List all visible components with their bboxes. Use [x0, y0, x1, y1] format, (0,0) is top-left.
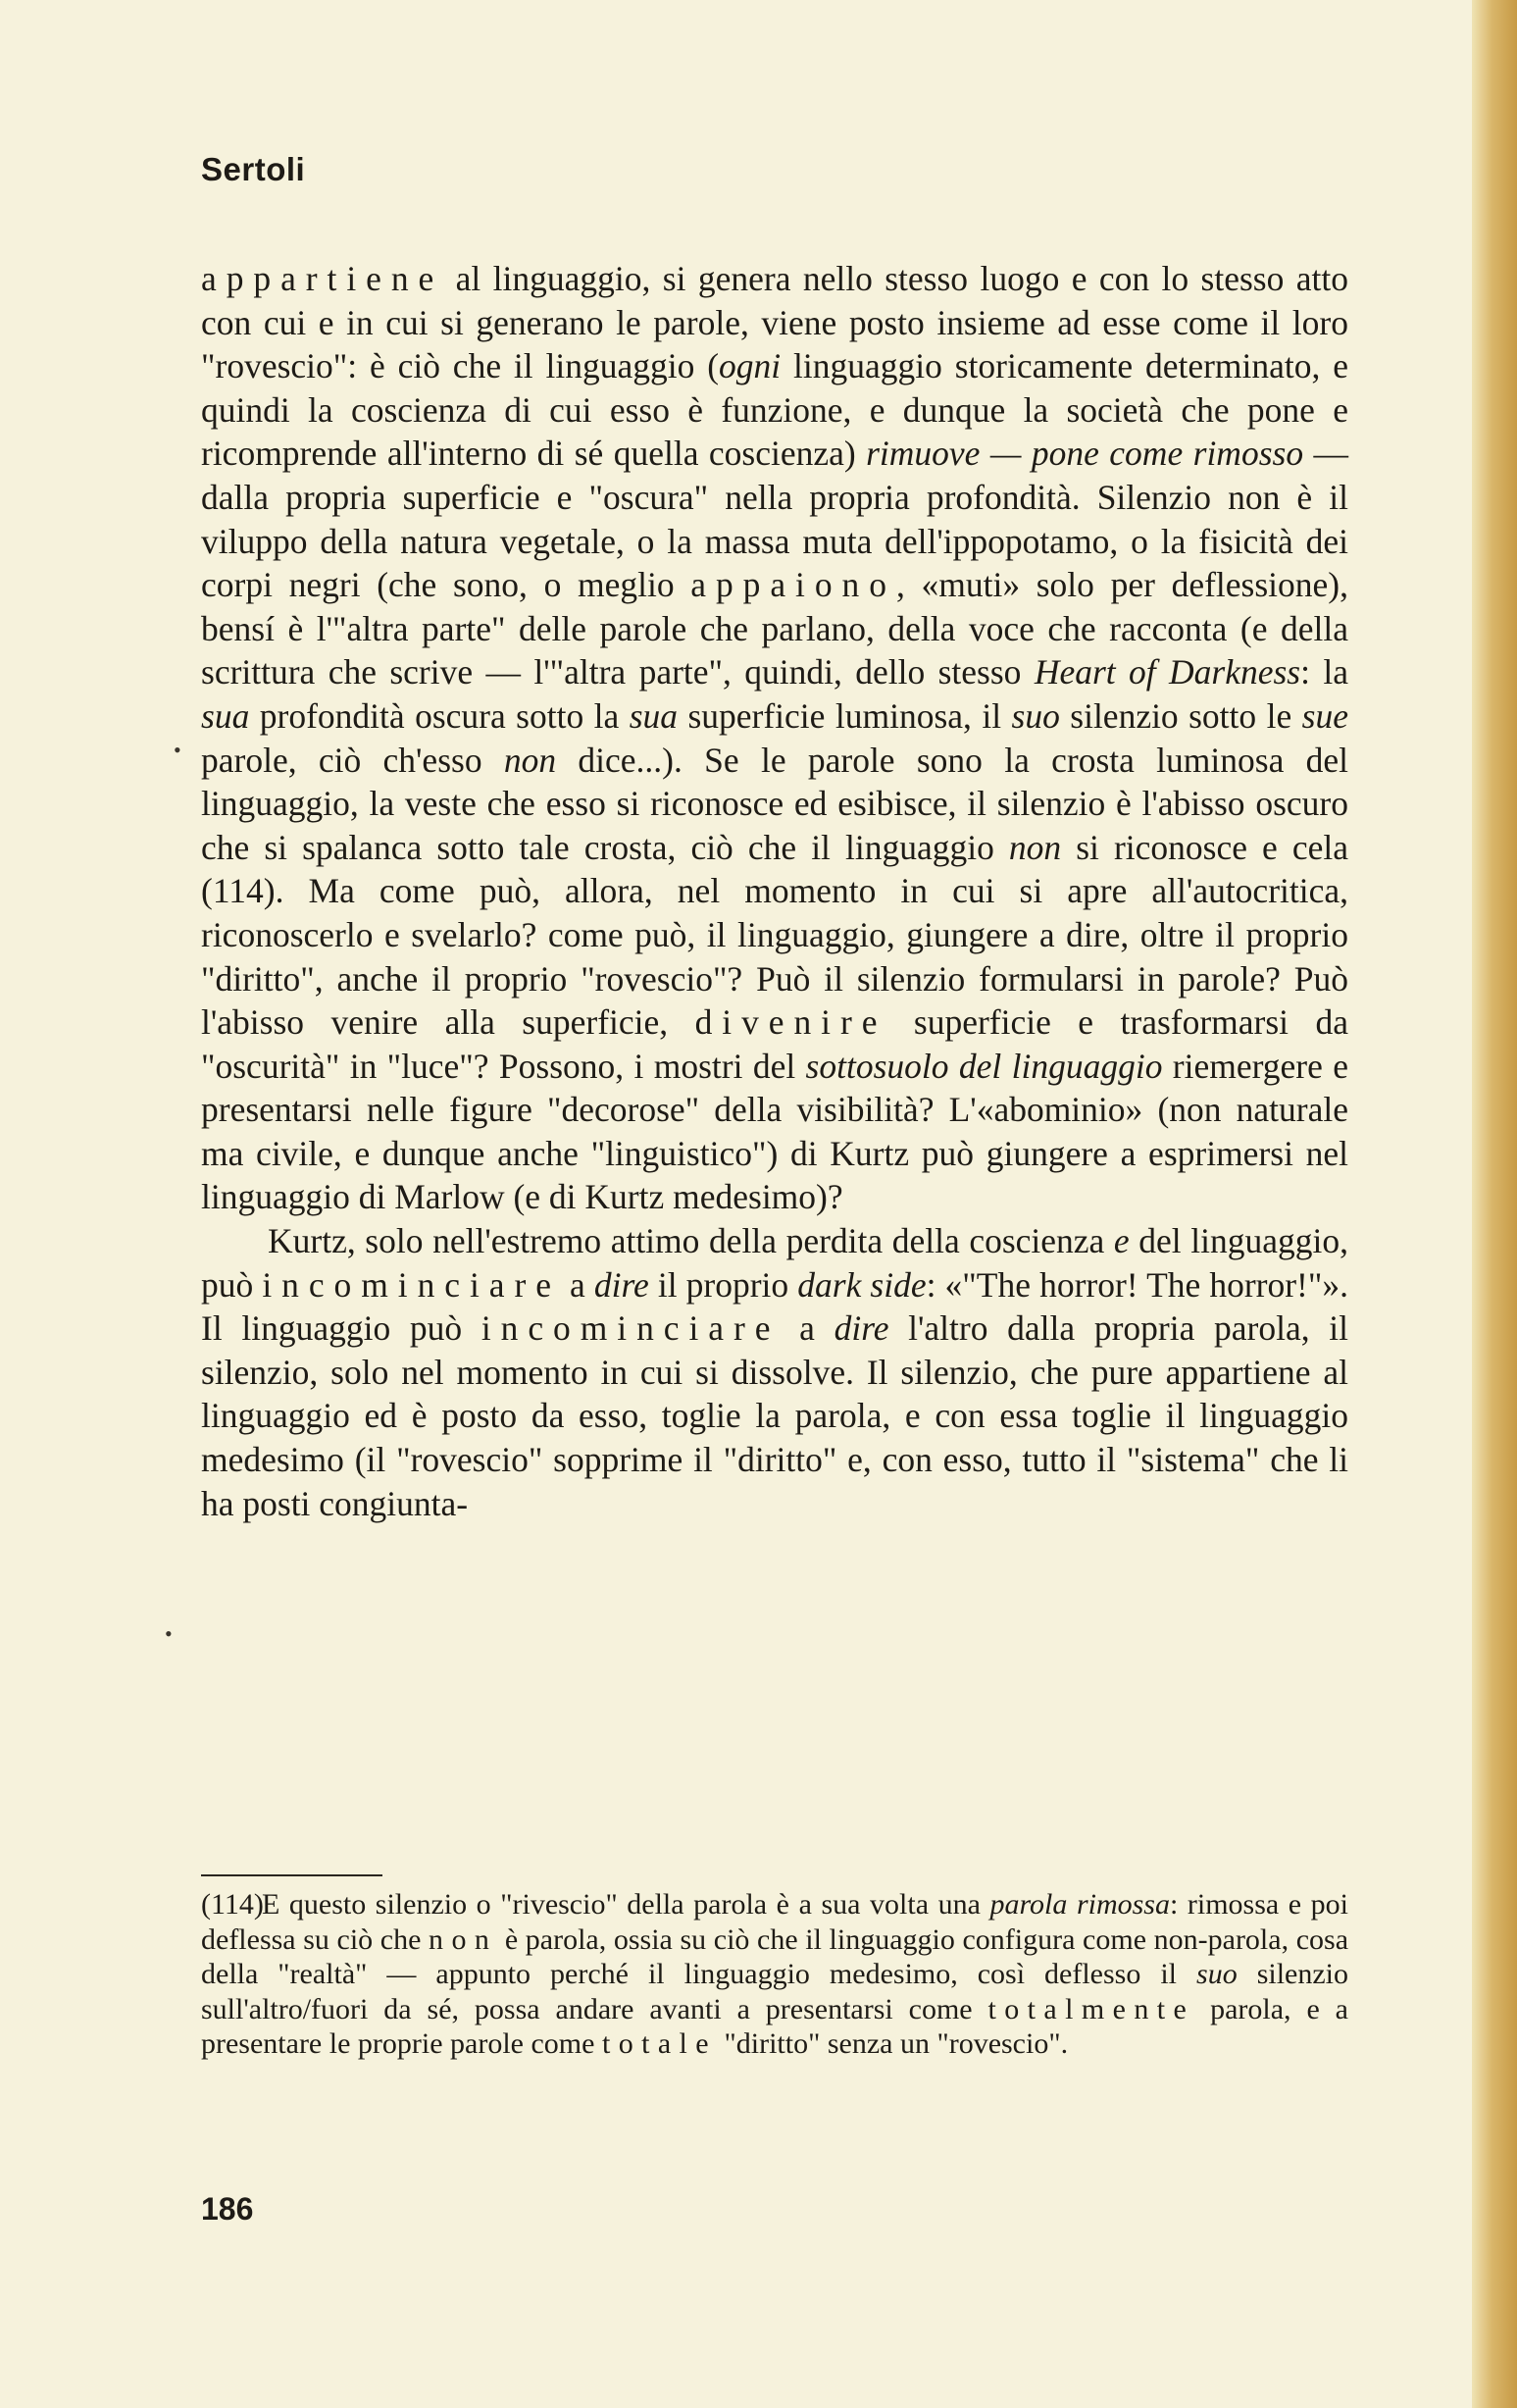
running-head: Sertoli: [201, 151, 306, 187]
paragraph-1: appartiene al linguaggio, si genera nello stesso luogo e con lo stesso atto con cui e in cui si generano le parole, viene posto insieme ad esse come il loro "rovescio": è ciò che il linguaggio (ogni linguaggio storicamente determinato, e quindi la coscienza di cui esso è funzione, e dunque la società che pone e ricomprende all'interno di sé quella coscienza) rimuove — pone come rimosso — dalla propria superficie e "oscura" nella propria profondità. Silenzio non è il viluppo della natura vegetale, o la massa muta dell'ippopotamo, o la fisicità dei corpi negri (che sono, o meglio appaiono, «muti» solo per deflessione), bensí è l'"altra parte" delle parole che parlano, della voce che racconta (e della scrittura che scrive — l'"altra parte", quindi, dello stesso Heart of Darkness: la sua profondità oscura sotto la sua superficie luminosa, il suo silenzio sotto le sue parole, ciò ch'esso non dice...). Se le parole sono la crosta luminosa del linguaggio, la veste che esso si riconosce ed esibisce, il silenzio è l'abisso oscuro che si spalanca sotto tale crosta, ciò che il linguaggio non si riconosce e cela (114). Ma come può, allora, nel momento in cui si apre all'autocritica, riconoscerlo e svelarlo? come può, il linguaggio, giungere a dire, oltre il proprio "diritto", anche il proprio "rovescio"? Può il silenzio formularsi in parole? Può l'abisso venire alla superficie, divenire superficie e trasformarsi da "oscurità" in "luce"? Possono, i mostri del sottosuolo del linguaggio riemergere e presentarsi nelle figure "decorose" della visibilità? L'«abominio» (non naturale ma civile, e dunque anche "linguistico") di Kurtz può giungere a esprimersi nel linguaggio di Marlow (e di Kurtz medesimo)?: [201, 259, 1349, 1217]
body-text: [201, 257, 1348, 1525]
page-edge: [1472, 0, 1517, 2408]
margin-mark: •: [165, 1621, 173, 1646]
footnote-rule: [201, 1874, 382, 1876]
margin-mark: •: [174, 738, 181, 762]
footnote-number: (114): [201, 1888, 264, 1921]
footnote: (114)E questo silenzio o "rivescio" della parola è a sua volta una parola rimossa: rimossa e poi deflessa su ciò che non è parola, ossia su ciò che il linguaggio configura come non-parola, cosa della "realtà" — appunto perché il linguaggio medesimo, così deflesso il suo silenzio sull'altro/fuori da sé, possa andare avanti a presentarsi come totalmente parola, e a presentare le proprie parole come totale "diritto" senza un "rovescio".: [201, 1888, 1349, 2060]
page-number: 186: [201, 2191, 254, 2227]
paragraph-2: Kurtz, solo nell'estremo attimo della perdita della coscienza e del linguaggio, può incominciare a dire il proprio dark side: «"The horror! The horror!"». Il linguaggio può incominciare a dire l'altro dalla propria parola, il silenzio, solo nel momento in cui si dissolve. Il silenzio, che pure appartiene al linguaggio ed è posto da esso, toglie la parola, e con essa toglie il linguaggio medesimo (il "rovescio" sopprime il "diritto" e, con esso, tutto il "sistema" che li ha posti congiunta-: [201, 1221, 1348, 1523]
